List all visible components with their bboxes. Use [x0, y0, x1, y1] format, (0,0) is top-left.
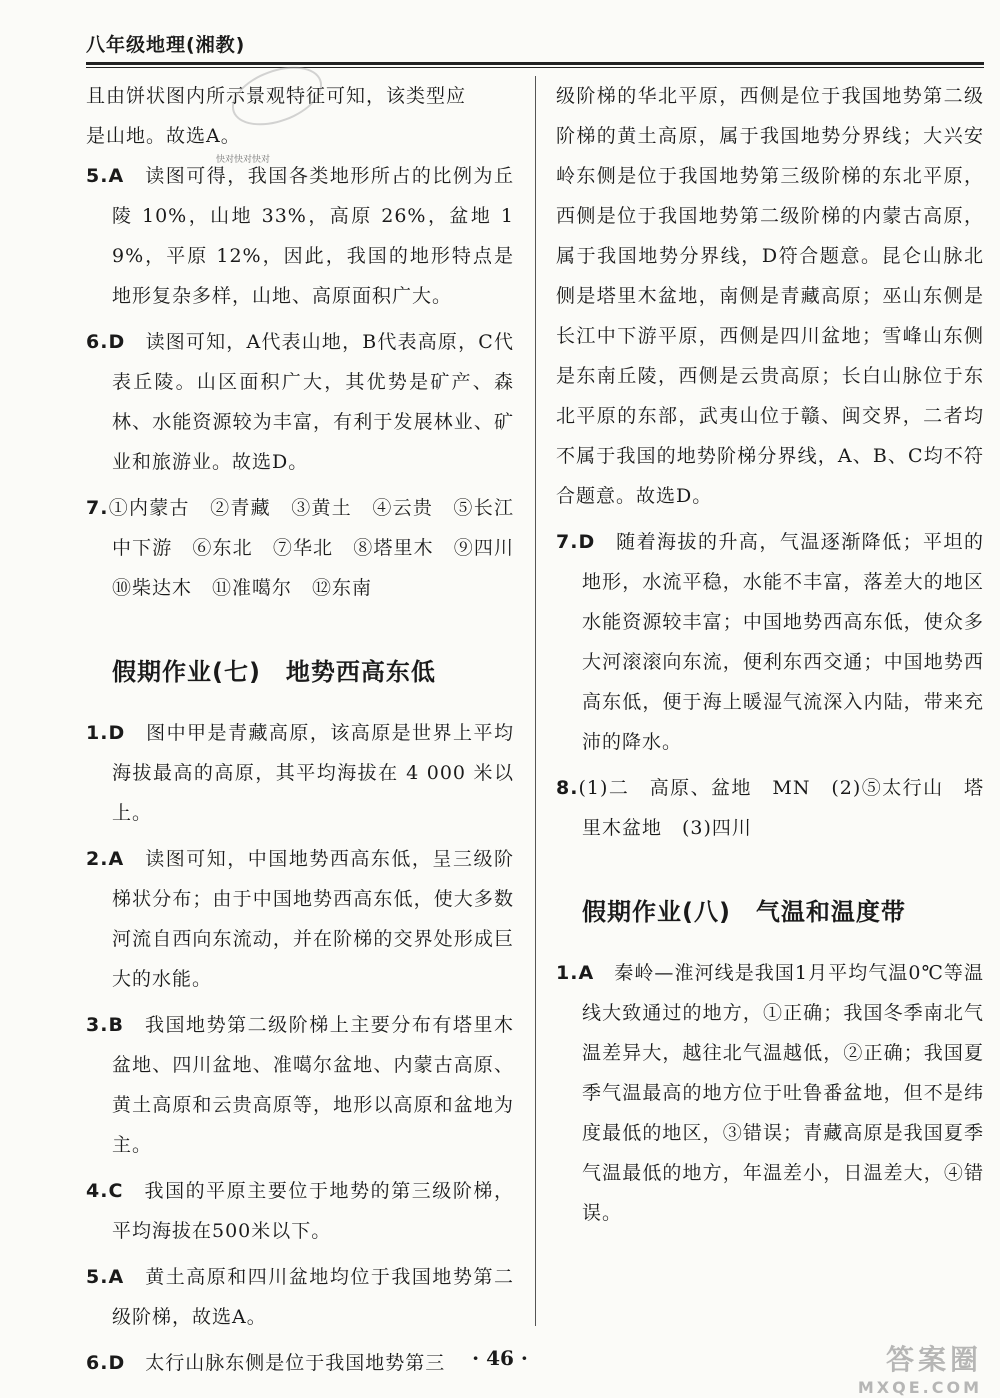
answer-number: 5.A [86, 165, 125, 187]
answer-text: 图中甲是青藏高原，该高原是世界上平均海拔最高的高原，其平均海拔在 4 000 米以上。 [112, 722, 514, 824]
answer-item [86, 1171, 514, 1251]
answer-item [556, 768, 984, 848]
answer-item [86, 156, 514, 316]
answer-number: 4.C [86, 1180, 124, 1202]
left-column [86, 76, 535, 1383]
answer-item [86, 322, 514, 482]
watermark-text: 答案圈 [885, 1343, 982, 1376]
watermark-logo [812, 1338, 982, 1397]
answer-number: 8. [556, 777, 579, 799]
answer-item [556, 953, 984, 1233]
answer-item [86, 839, 514, 999]
answer-item [86, 1257, 514, 1337]
section-title: 假期作业(七) 地势西高东低 [112, 658, 436, 686]
answer-item [86, 488, 535, 608]
answer-item [86, 713, 514, 833]
answer-number: 1.A [556, 962, 595, 984]
continued-paragraph: 级阶梯的华北平原，西侧是位于我国地势第二级阶梯的黄土高原，属于我国地势分界线；大兴安岭东侧是位于我国地势第三级阶梯的东北平原，西侧是位于我国地势第二级阶梯的内蒙古高原，属于我国地势分界线，D符合题意。昆仑山脉北侧是塔里木盆地，南侧是青藏高原；巫山东侧是长江中下游平原，西侧是四川盆地；雪峰山东侧是东南丘陵，西侧是云贵高原；长白山脉位于东北平原的东部，武夷山位于赣、闽交界，二者均不属于我国的地势阶梯分界线，A、B、C均不符合题意。故选D。 [556, 85, 984, 507]
answer-item [86, 1005, 514, 1165]
continued-line-2: 是山地。故选A。 [86, 125, 241, 147]
stamp-text: 快对快对快对 [216, 155, 271, 165]
answer-text: 黄土高原和四川盆地均位于我国地势第二级阶梯，故选A。 [112, 1266, 514, 1328]
answer-text: (1)二 高原、盆地 MN (2)⑤太行山 塔里木盆地 (3)四川 [578, 777, 984, 839]
answer-text: ①内蒙古 ②青藏 ③黄土 ④云贵 ⑤长江中下游 ⑥东北 ⑦华北 ⑧塔里木 ⑨四川 ⑩柴达木 ⑪准噶尔 ⑫东南 [108, 497, 535, 599]
answer-text: 太行山脉东侧是位于我国地势第三 [145, 1352, 446, 1374]
answer-text: 我国地势第二级阶梯上主要分布有塔里木盆地、四川盆地、准噶尔盆地、内蒙古高原、黄土高原和云贵高原等，地形以高原和盆地为主。 [112, 1014, 514, 1156]
answer-number: 3.B [86, 1014, 124, 1036]
answer-text: 读图可知，A代表山地，B代表高原，C代表丘陵。山区面积广大，其优势是矿产、森林、水能资源较为丰富，有利于发展林业、矿业和旅游业。故选D。 [112, 331, 514, 473]
watermark-url: MXQE.COM [857, 1378, 982, 1397]
answer-number: 6.D [86, 1352, 126, 1374]
page-number: · 46 · [472, 1346, 528, 1370]
answer-number: 1.D [86, 722, 126, 744]
header-rule-thick [86, 62, 984, 65]
answer-number: 5.A [86, 1266, 125, 1288]
answer-number: 6.D [86, 331, 126, 353]
header-rule-thin [86, 67, 984, 68]
page-header: 八年级地理(湘教) [86, 34, 246, 56]
answer-text: 读图可得，我国各类地形所占的比例为丘陵 10%，山地 33%，高原 26%，盆地 19%，平原 12%，因此，我国的地形特点是地形复杂多样，山地、高原面积广大。 [112, 165, 514, 307]
column-divider [535, 76, 536, 1326]
answer-number: 7. [86, 497, 109, 519]
answer-text: 我国的平原主要位于地势的第三级阶梯，平均海拔在500米以下。 [112, 1180, 514, 1242]
continued-line-1: 且由饼状图内所示景观特征可知，该类型应 [86, 85, 467, 107]
answer-item [556, 522, 984, 762]
answer-number: 7.D [556, 531, 596, 553]
section-title: 假期作业(八) 气温和温度带 [582, 898, 906, 926]
right-column [556, 76, 984, 1233]
continued-line [86, 76, 514, 156]
answer-number: 2.A [86, 848, 125, 870]
answer-text: 秦岭—淮河线是我国1月平均气温0℃等温线大致通过的地方，①正确；我国冬季南北气温差异大，越往北气温越低，②正确；我国夏季气温最高的地方位于吐鲁番盆地，但不是纬度最低的地区，③错误；青藏高原是我国夏季气温最低的地方，年温差小，日温差大，④错误。 [582, 962, 984, 1224]
answer-text: 随着海拔的升高，气温逐渐降低；平坦的地形，水流平稳，水能不丰富，落差大的地区水能资源较丰富；中国地势西高东低，使众多大河滚滚向东流，便利东西交通；中国地势西高东低，便于海上暖湿气流深入内陆，带来充沛的降水。 [582, 531, 984, 753]
answer-text: 读图可知，中国地势西高东低，呈三级阶梯状分布；由于中国地势西高东低，使大多数河流自西向东流动，并在阶梯的交界处形成巨大的水能。 [112, 848, 514, 990]
